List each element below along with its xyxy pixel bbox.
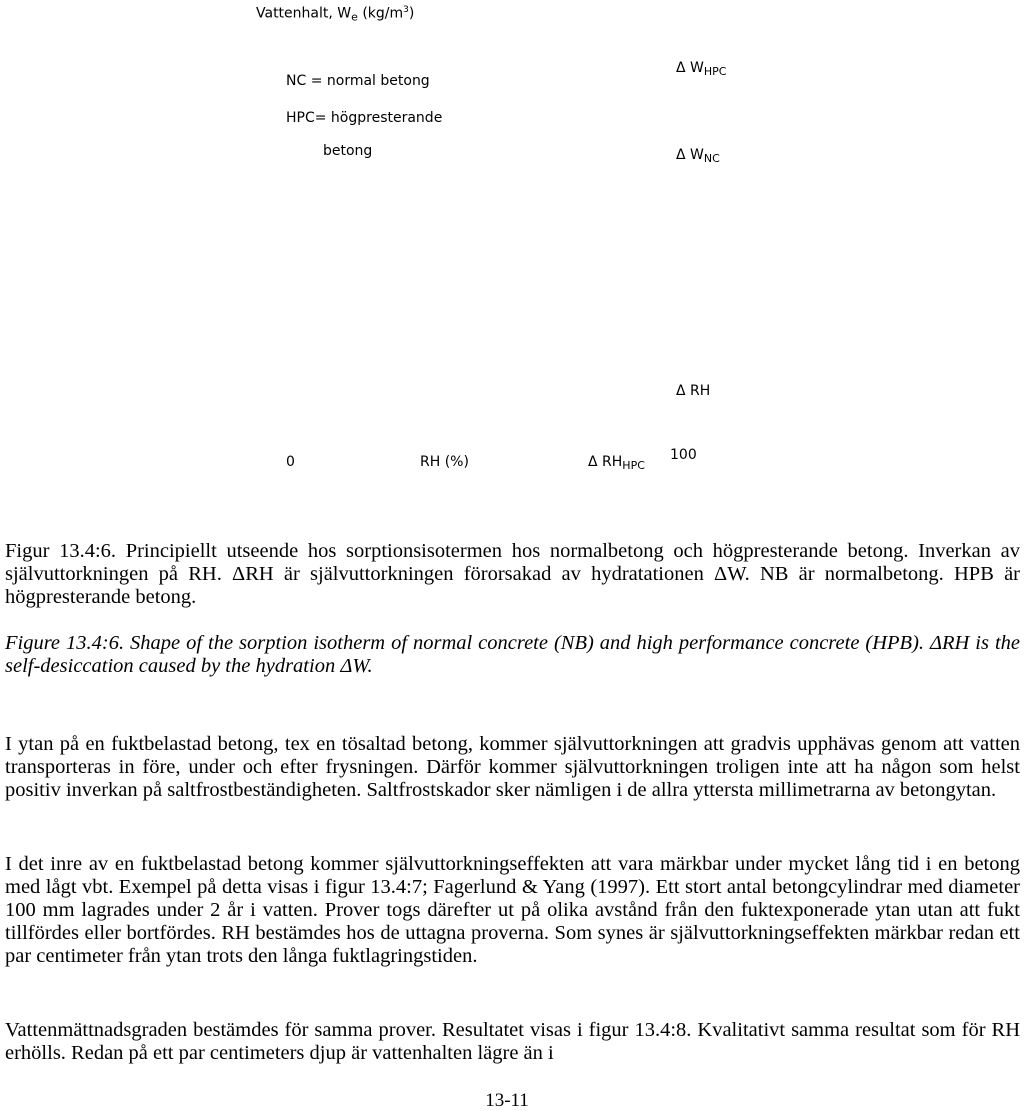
legend-hpc-line-1: HPC= högpresterande xyxy=(286,110,443,126)
legend-hpc-line-2: betong xyxy=(323,143,373,159)
page-number: 13-11 xyxy=(485,1090,529,1111)
body-paragraph-3: Vattenmättnadsgraden bestämdes för samma prover. Resultatet visas i figur 13.4:8. Kvalitativt samma resultat som för RH erhölls. Redan på ett par centimeters djup är vattenhalten lägre än i xyxy=(5,1019,1020,1064)
x-axis-origin: 0 xyxy=(286,454,295,470)
delta-w-hpc-label: Δ $W_{HPC}$ xyxy=(676,60,727,78)
body-paragraph-2: I det inre av en fuktbelastad betong kommer självuttorkningseffekten att vara märkbar under mycket lång tid i en betong med lågt vbt. Exempel på detta visas i figur 13.4:7; Fagerlund & Yang (1997). Ett stort antal betongcylindrar med diameter 100 mm lagrades under 2 år i vatten. Prover togs därefter ut på olika avstånd från den fuktexponerade ytan utan att fukt tillfördes eller bortfördes. RH bestämdes hos de uttagna proverna. Som synes är självuttorkningseffekten märkbar redan ett par centimeter från ytan trots den långa fuktlagringstiden. xyxy=(5,853,1020,967)
figure-caption-swedish: Figur 13.4:6. Principiellt utseende hos sorptionsisotermen hos normalbetong och högpresterande betong. Inverkan av självuttorkningen på RH. ΔRH är självuttorkningen förorsakad av hydratationen ΔW. NB är normalbetong. HPB är högpresterande betong. xyxy=(5,540,1020,608)
y-axis-label: Vattenhalt, $W_e$ $(kg/m^3)$ xyxy=(256,5,415,24)
delta-rh-hpc-label: Δ $RH_{HPC}$ xyxy=(588,454,645,472)
delta-w-nc-label: Δ $W_{NC}$ xyxy=(676,147,720,165)
delta-rh-label: Δ RH xyxy=(676,383,711,399)
x-axis-label: RH (%) xyxy=(420,454,469,470)
x-axis-end: 100 xyxy=(670,447,697,463)
legend-nc: NC = normal betong xyxy=(286,73,430,89)
figure-caption-english: Figure 13.4:6. Shape of the sorption isotherm of normal concrete (NB) and high performance concrete (HPB). ΔRH is the self-desiccation caused by the hydration ΔW. xyxy=(5,632,1020,677)
body-paragraph-1: I ytan på en fuktbelastad betong, tex en tösaltad betong, kommer självuttorkningen att gradvis upphävas genom att vatten transporteras in före, under och efter frysningen. Därför kommer självuttorkningen troligen inte att ha någon som helst positiv inverkan på saltfrostbeständigheten. Saltfrostskador sker nämligen i de allra yttersta millimetrarna av betongytan. xyxy=(5,733,1020,801)
